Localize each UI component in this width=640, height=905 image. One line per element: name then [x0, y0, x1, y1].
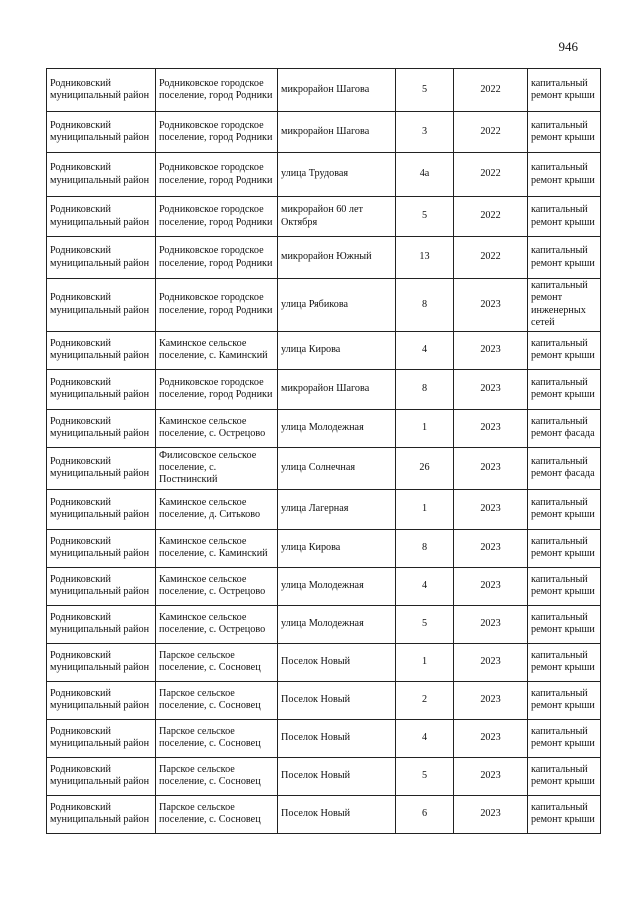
cell-district: Родниковский муниципальный район	[47, 409, 156, 447]
cell-work-type: капитальный ремонт крыши	[528, 369, 601, 409]
cell-year: 2023	[454, 567, 528, 605]
cell-street: улица Солнечная	[278, 447, 396, 489]
table-row	[47, 237, 601, 279]
cell-district: Родниковский муниципальный район	[47, 112, 156, 153]
cell-district: Родниковский муниципальный район	[47, 237, 156, 279]
cell-street: улица Трудовая	[278, 153, 396, 197]
cell-street: микрорайон Шагова	[278, 112, 396, 153]
cell-year: 2023	[454, 681, 528, 719]
cell-work-type: капитальный ремонт крыши	[528, 757, 601, 795]
cell-district: Родниковский муниципальный район	[47, 757, 156, 795]
housing-repair-table	[46, 68, 601, 834]
cell-house-number: 5	[396, 197, 454, 237]
cell-district: Родниковский муниципальный район	[47, 681, 156, 719]
cell-street: улица Лагерная	[278, 489, 396, 529]
table-row	[47, 529, 601, 567]
cell-settlement: Каминское сельское поселение, с. Острецово	[156, 409, 278, 447]
cell-house-number: 5	[396, 605, 454, 643]
table-row	[47, 279, 601, 332]
cell-year: 2023	[454, 795, 528, 833]
cell-settlement: Каминское сельское поселение, с. Острецово	[156, 605, 278, 643]
cell-house-number: 8	[396, 369, 454, 409]
cell-work-type: капитальный ремонт крыши	[528, 489, 601, 529]
table-row	[47, 447, 601, 489]
table-row	[47, 197, 601, 237]
cell-settlement: Родниковское городское поселение, город Родники	[156, 197, 278, 237]
cell-street: улица Кирова	[278, 331, 396, 369]
cell-year: 2023	[454, 409, 528, 447]
cell-house-number: 5	[396, 757, 454, 795]
cell-street: микрорайон Шагова	[278, 369, 396, 409]
cell-settlement: Парское сельское поселение, с. Сосновец	[156, 719, 278, 757]
cell-street: улица Молодежная	[278, 605, 396, 643]
table-row	[47, 409, 601, 447]
cell-work-type: капитальный ремонт крыши	[528, 681, 601, 719]
cell-district: Родниковский муниципальный район	[47, 567, 156, 605]
table-row	[47, 369, 601, 409]
cell-street: микрорайон Шагова	[278, 69, 396, 112]
cell-work-type: капитальный ремонт крыши	[528, 331, 601, 369]
cell-work-type: капитальный ремонт фасада	[528, 409, 601, 447]
cell-settlement: Каминское сельское поселение, д. Ситьково	[156, 489, 278, 529]
cell-street: улица Рябикова	[278, 279, 396, 332]
cell-house-number: 4	[396, 331, 454, 369]
cell-street: микрорайон Южный	[278, 237, 396, 279]
cell-district: Родниковский муниципальный район	[47, 447, 156, 489]
cell-house-number: 4а	[396, 153, 454, 197]
cell-house-number: 26	[396, 447, 454, 489]
cell-district: Родниковский муниципальный район	[47, 795, 156, 833]
cell-work-type: капитальный ремонт крыши	[528, 153, 601, 197]
table-row	[47, 719, 601, 757]
cell-district: Родниковский муниципальный район	[47, 605, 156, 643]
cell-street: Поселок Новый	[278, 757, 396, 795]
cell-street: Поселок Новый	[278, 681, 396, 719]
cell-house-number: 4	[396, 719, 454, 757]
cell-work-type: капитальный ремонт крыши	[528, 529, 601, 567]
cell-year: 2022	[454, 112, 528, 153]
cell-work-type: капитальный ремонт крыши	[528, 605, 601, 643]
cell-settlement: Парское сельское поселение, с. Сосновец	[156, 681, 278, 719]
cell-settlement: Парское сельское поселение, с. Сосновец	[156, 643, 278, 681]
cell-settlement: Каминское сельское поселение, с. Острецово	[156, 567, 278, 605]
cell-settlement: Родниковское городское поселение, город Родники	[156, 279, 278, 332]
cell-settlement: Родниковское городское поселение, город Родники	[156, 69, 278, 112]
cell-street: улица Молодежная	[278, 409, 396, 447]
cell-district: Родниковский муниципальный район	[47, 369, 156, 409]
cell-settlement: Родниковское городское поселение, город Родники	[156, 112, 278, 153]
cell-year: 2023	[454, 605, 528, 643]
table-row	[47, 331, 601, 369]
table-row	[47, 567, 601, 605]
table-row	[47, 69, 601, 112]
cell-settlement: Филисовское сельское поселение, с. Постнинский	[156, 447, 278, 489]
cell-year: 2023	[454, 643, 528, 681]
cell-street: микрорайон 60 лет Октября	[278, 197, 396, 237]
cell-house-number: 6	[396, 795, 454, 833]
cell-house-number: 2	[396, 681, 454, 719]
cell-work-type: капитальный ремонт крыши	[528, 795, 601, 833]
cell-district: Родниковский муниципальный район	[47, 719, 156, 757]
cell-street: улица Кирова	[278, 529, 396, 567]
table-row	[47, 605, 601, 643]
cell-settlement: Родниковское городское поселение, город Родники	[156, 369, 278, 409]
cell-year: 2022	[454, 237, 528, 279]
cell-house-number: 13	[396, 237, 454, 279]
cell-settlement: Каминское сельское поселение, с. Каминский	[156, 331, 278, 369]
cell-work-type: капитальный ремонт крыши	[528, 567, 601, 605]
cell-year: 2022	[454, 153, 528, 197]
cell-work-type: капитальный ремонт крыши	[528, 69, 601, 112]
cell-work-type: капитальный ремонт крыши	[528, 719, 601, 757]
cell-house-number: 1	[396, 409, 454, 447]
cell-district: Родниковский муниципальный район	[47, 331, 156, 369]
cell-street: Поселок Новый	[278, 795, 396, 833]
cell-work-type: капитальный ремонт крыши	[528, 197, 601, 237]
cell-settlement: Родниковское городское поселение, город Родники	[156, 237, 278, 279]
cell-year: 2023	[454, 447, 528, 489]
cell-year: 2023	[454, 279, 528, 332]
cell-district: Родниковский муниципальный район	[47, 643, 156, 681]
cell-house-number: 4	[396, 567, 454, 605]
cell-year: 2022	[454, 69, 528, 112]
cell-year: 2023	[454, 719, 528, 757]
page-number: 946	[558, 39, 578, 54]
cell-house-number: 8	[396, 529, 454, 567]
table-row	[47, 795, 601, 833]
cell-district: Родниковский муниципальный район	[47, 197, 156, 237]
cell-district: Родниковский муниципальный район	[47, 279, 156, 332]
cell-work-type: капитальный ремонт крыши	[528, 643, 601, 681]
cell-house-number: 3	[396, 112, 454, 153]
cell-street: Поселок Новый	[278, 719, 396, 757]
cell-work-type: капитальный ремонт инженерных сетей	[528, 279, 601, 332]
table-row	[47, 112, 601, 153]
cell-year: 2022	[454, 197, 528, 237]
cell-house-number: 5	[396, 69, 454, 112]
cell-settlement: Каминское сельское поселение, с. Каминский	[156, 529, 278, 567]
cell-street: улица Молодежная	[278, 567, 396, 605]
table-row	[47, 681, 601, 719]
cell-year: 2023	[454, 757, 528, 795]
cell-street: Поселок Новый	[278, 643, 396, 681]
cell-year: 2023	[454, 489, 528, 529]
cell-year: 2023	[454, 331, 528, 369]
cell-house-number: 1	[396, 643, 454, 681]
cell-settlement: Парское сельское поселение, с. Сосновец	[156, 795, 278, 833]
cell-district: Родниковский муниципальный район	[47, 529, 156, 567]
cell-settlement: Парское сельское поселение, с. Сосновец	[156, 757, 278, 795]
cell-district: Родниковский муниципальный район	[47, 153, 156, 197]
table-row	[47, 643, 601, 681]
cell-year: 2023	[454, 369, 528, 409]
cell-district: Родниковский муниципальный район	[47, 69, 156, 112]
table-row	[47, 489, 601, 529]
table-row	[47, 153, 601, 197]
cell-work-type: капитальный ремонт фасада	[528, 447, 601, 489]
table-row	[47, 757, 601, 795]
cell-house-number: 8	[396, 279, 454, 332]
cell-district: Родниковский муниципальный район	[47, 489, 156, 529]
cell-house-number: 1	[396, 489, 454, 529]
cell-year: 2023	[454, 529, 528, 567]
cell-work-type: капитальный ремонт крыши	[528, 112, 601, 153]
cell-work-type: капитальный ремонт крыши	[528, 237, 601, 279]
cell-settlement: Родниковское городское поселение, город Родники	[156, 153, 278, 197]
